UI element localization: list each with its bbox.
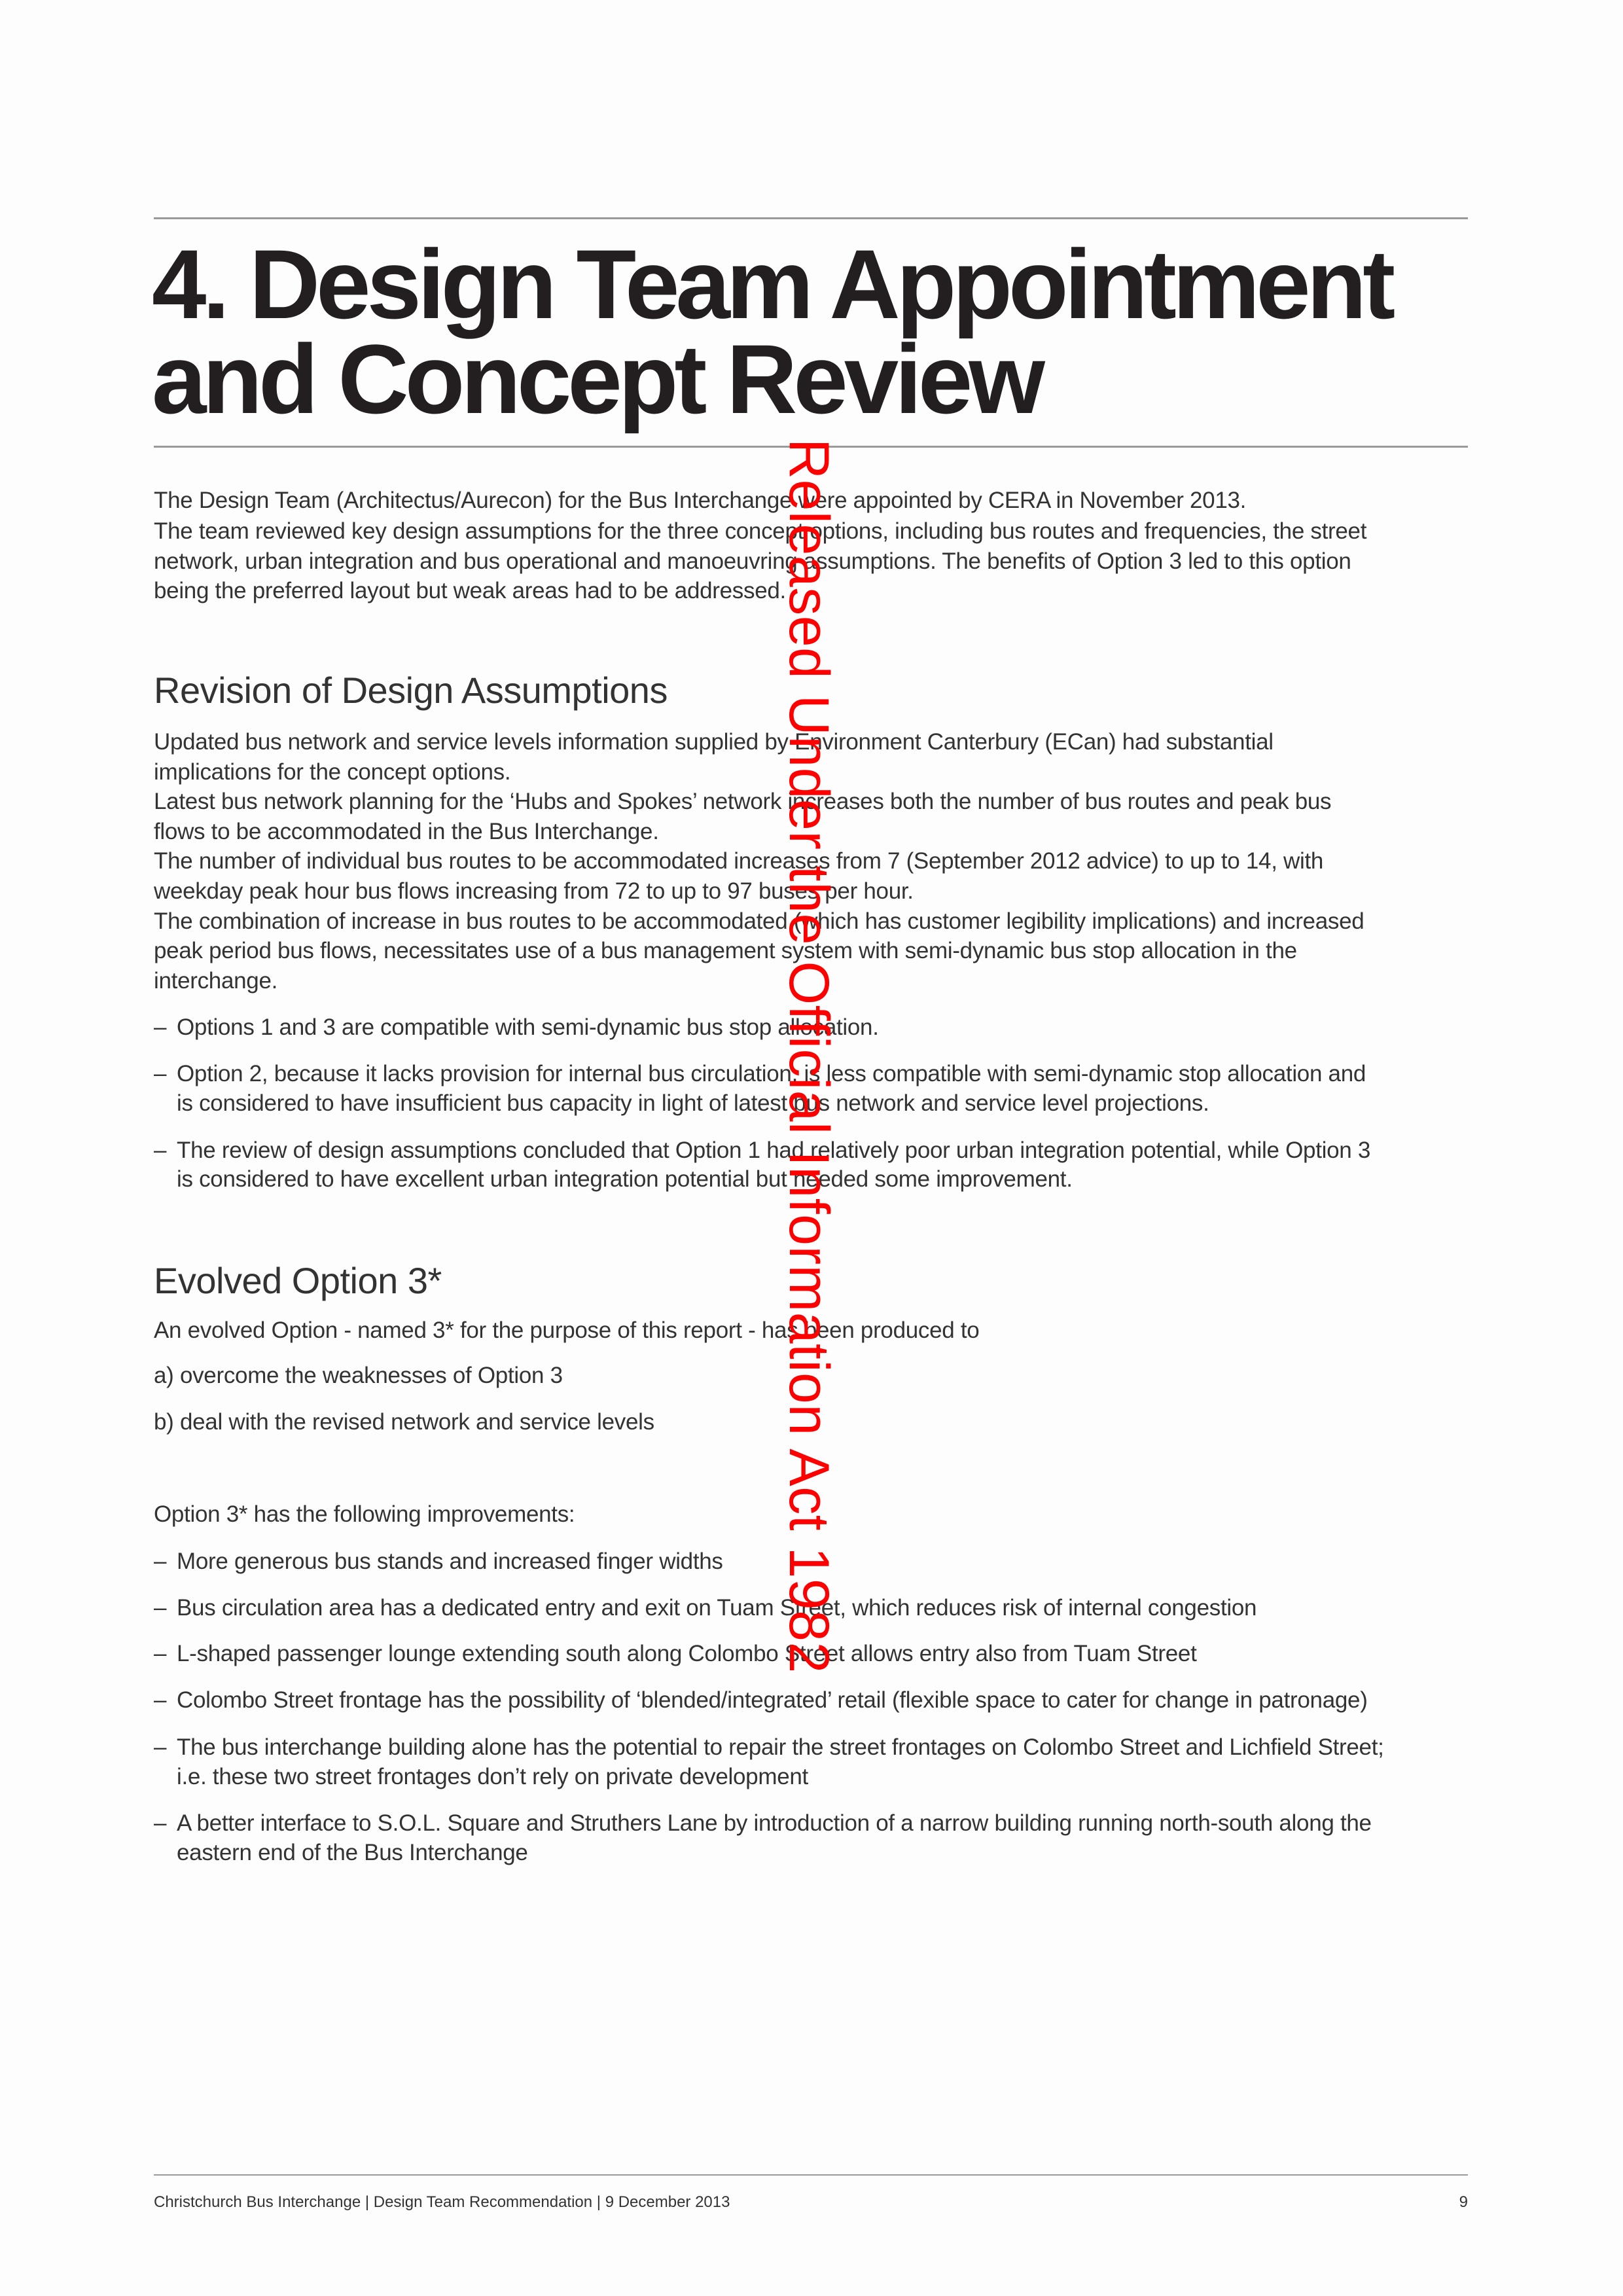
paragraph-line: Updated bus network and service levels information supplied by Environment Canterbury (ECan) had substantial	[154, 729, 1274, 755]
watermark: Released Under the Official Information Act 1982	[777, 439, 840, 1674]
paragraph-line: Latest bus network planning for the ‘Hubs and Spokes’ network increases both the number of bus routes and peak bus	[154, 789, 1332, 814]
bullet-dash: –	[154, 1549, 167, 1574]
page-number: 9	[1459, 2193, 1468, 2211]
paragraph-line: network, urban integration and bus operational and manoeuvring assumptions. The benefits of Option 3 led to this option	[154, 548, 1351, 574]
page-title-line-2: and Concept Review	[152, 324, 1041, 434]
bullet-item-line: Bus circulation area has a dedicated entry and exit on Tuam Street, which reduces risk of internal congestion	[177, 1595, 1257, 1621]
bullet-dash: –	[154, 1014, 167, 1040]
paragraph-line: interchange.	[154, 968, 278, 994]
bullet-dash: –	[154, 1595, 167, 1621]
bullet-dash: –	[154, 1810, 167, 1836]
bullet-item-line: Options 1 and 3 are compatible with semi-dynamic bus stop allocation.	[177, 1014, 879, 1040]
bullet-item-line: A better interface to S.O.L. Square and Struthers Lane by introduction of a narrow building running north-south along the	[177, 1810, 1372, 1836]
bullet-item-line: i.e. these two street frontages don’t rely on private development	[177, 1764, 808, 1789]
section-heading-revision: Revision of Design Assumptions	[154, 670, 668, 711]
section-heading-evolved-option: Evolved Option 3*	[154, 1260, 442, 1301]
paragraph-line: The team reviewed key design assumptions for the three concept options, including bus routes and frequencies, the street	[154, 518, 1367, 544]
paragraph-line: The Design Team (Architectus/Aurecon) for the Bus Interchange were appointed by CERA in November 2013.	[154, 488, 1247, 513]
bullet-dash: –	[154, 1734, 167, 1760]
page-title-line-1: 4. Design Team Appointment	[152, 229, 1392, 339]
paragraph-line: Option 3* has the following improvements:	[154, 1501, 575, 1527]
paragraph-line: implications for the concept options.	[154, 759, 511, 785]
bullet-dash: –	[154, 1138, 167, 1163]
bullet-item-line: The bus interchange building alone has the potential to repair the street frontages on Colombo Street and Lichfield Street;	[177, 1734, 1384, 1760]
bullet-item-line: eastern end of the Bus Interchange	[177, 1840, 528, 1865]
paragraph-line: peak period bus flows, necessitates use of a bus management system with semi-dynamic bus stop allocation in the	[154, 938, 1297, 963]
bullet-item-line: is considered to have excellent urban integration potential but needed some improvement.	[177, 1166, 1073, 1192]
top-rule	[154, 217, 1468, 219]
bullet-item-line: More generous bus stands and increased finger widths	[177, 1549, 723, 1574]
paragraph-line: The number of individual bus routes to be accommodated increases from 7 (September 2012 advice) to up to 14, with	[154, 848, 1324, 874]
bullet-item-line: The review of design assumptions concluded that Option 1 had relatively poor urban integration potential, while Option 3	[177, 1138, 1371, 1163]
paragraph-line: a) overcome the weaknesses of Option 3	[154, 1363, 563, 1388]
bullet-dash: –	[154, 1641, 167, 1666]
paragraph-line: weekday peak hour bus flows increasing from 72 to up to 97 buses per hour.	[154, 878, 914, 904]
paragraph-line: being the preferred layout but weak areas had to be addressed.	[154, 578, 786, 603]
bullet-dash: –	[154, 1061, 167, 1086]
bullet-item-line: Option 2, because it lacks provision for internal bus circulation, is less compatible with semi-dynamic stop allocation and	[177, 1061, 1366, 1086]
footer-text: Christchurch Bus Interchange | Design Team Recommendation | 9 December 2013	[154, 2193, 730, 2211]
bullet-item-line: L-shaped passenger lounge extending south along Colombo Street allows entry also from Tuam Street	[177, 1641, 1197, 1666]
footer-rule	[154, 2174, 1468, 2176]
paragraph-line: b) deal with the revised network and service levels	[154, 1409, 654, 1435]
bullet-item-line: Colombo Street frontage has the possibility of ‘blended/integrated’ retail (flexible space to cater for change in patronage)	[177, 1687, 1368, 1713]
paragraph-line: The combination of increase in bus routes to be accommodated (which has customer legibility implications) and increased	[154, 908, 1364, 934]
paragraph-line: An evolved Option - named 3* for the purpose of this report - has been produced to	[154, 1318, 980, 1343]
bullet-item-line: is considered to have insufficient bus capacity in light of latest bus network and service level projections.	[177, 1090, 1209, 1116]
paragraph-line: flows to be accommodated in the Bus Interchange.	[154, 819, 659, 844]
bullet-dash: –	[154, 1687, 167, 1713]
